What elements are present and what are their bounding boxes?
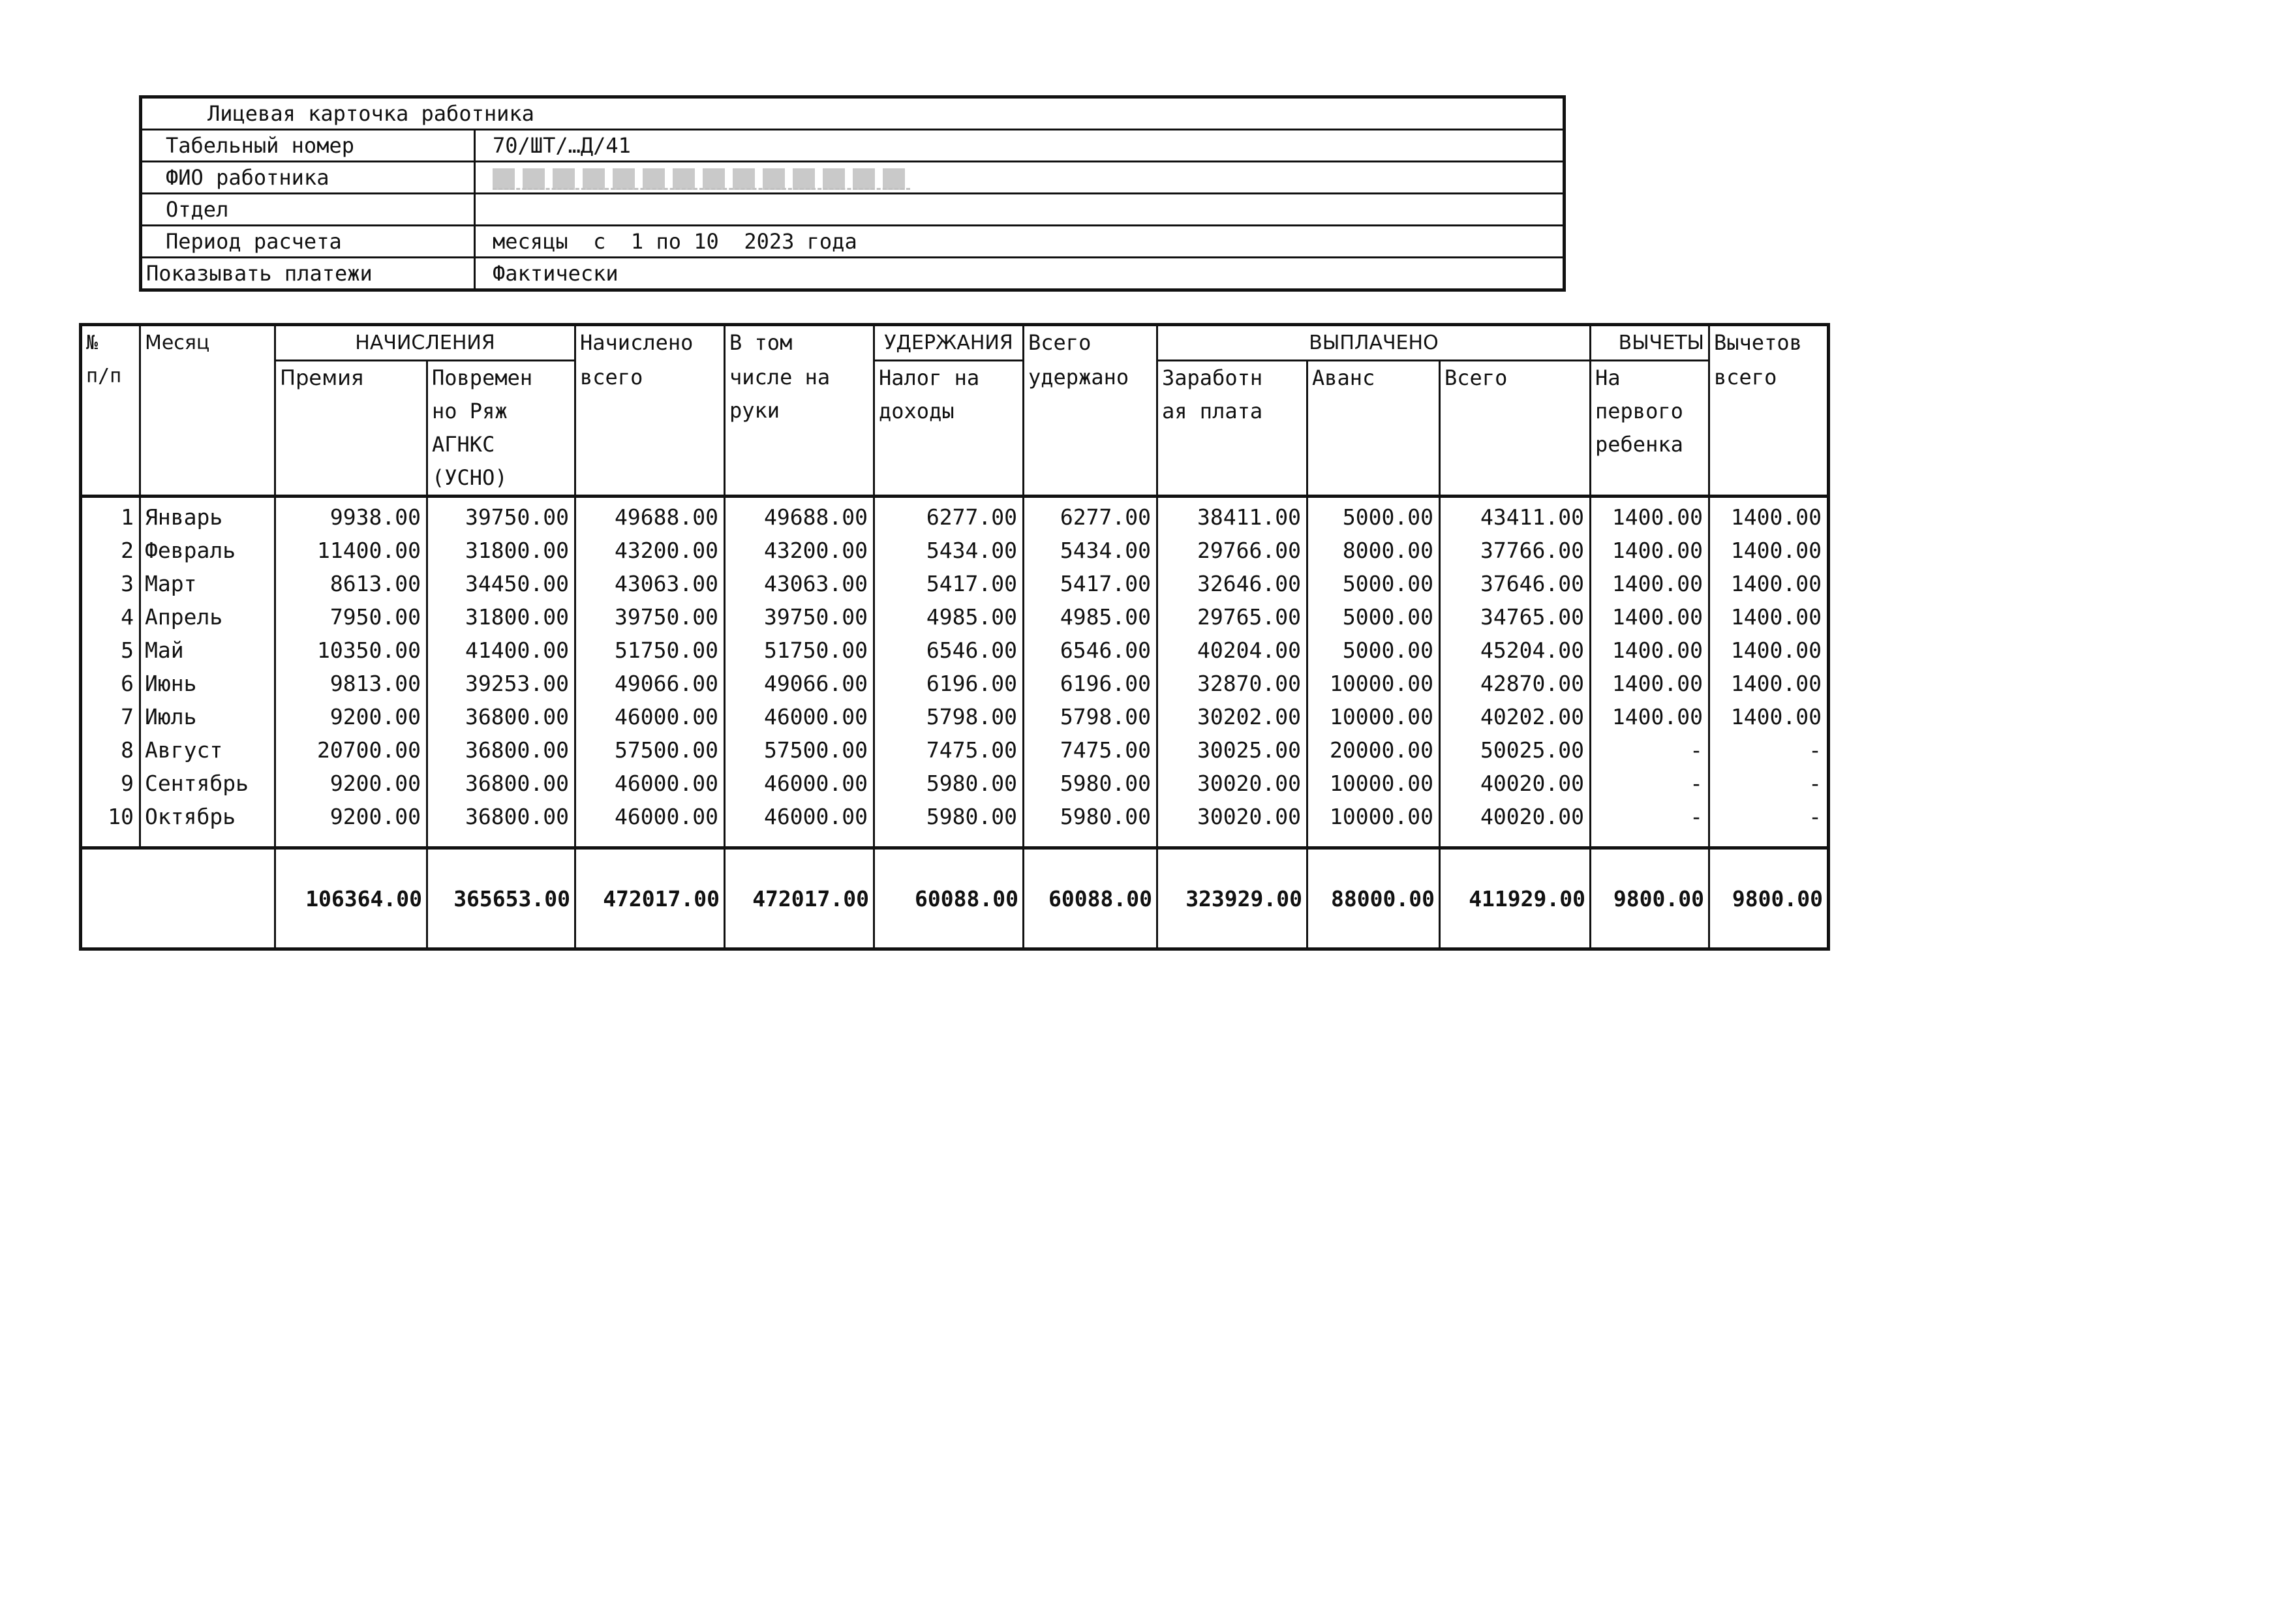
total-hourly: 365653.00	[427, 848, 575, 949]
row-bonus: 9200.00	[275, 700, 427, 733]
row-withheld: 4985.00	[1024, 600, 1157, 634]
header-in-hand: В том	[725, 325, 874, 361]
row-first-child: 1400.00	[1591, 634, 1709, 667]
total-first-child: 9800.00	[1591, 848, 1709, 949]
row-hourly: 36800.00	[427, 733, 575, 767]
table-row	[81, 497, 1829, 534]
total-salary: 323929.00	[1157, 848, 1307, 949]
row-accrued: 57500.00	[575, 733, 725, 767]
row-salary: 32646.00	[1157, 567, 1307, 600]
row-salary: 29765.00	[1157, 600, 1307, 634]
row-month: Январь	[140, 497, 275, 534]
card-label-personnel-number: Табельный номер	[141, 130, 475, 162]
row-advance: 8000.00	[1307, 534, 1440, 567]
row-first-child: 1400.00	[1591, 534, 1709, 567]
table-row	[81, 733, 1829, 767]
row-deductions-total: 1400.00	[1709, 667, 1829, 700]
row-first-child: -	[1591, 767, 1709, 800]
row-salary: 30025.00	[1157, 733, 1307, 767]
row-salary: 30020.00	[1157, 800, 1307, 848]
row-salary: 32870.00	[1157, 667, 1307, 700]
row-number: 3	[81, 567, 140, 600]
row-advance: 10000.00	[1307, 767, 1440, 800]
header-deductions-total: Вычетов	[1709, 325, 1829, 361]
row-accrued: 43063.00	[575, 567, 725, 600]
row-hourly: 39750.00	[427, 497, 575, 534]
total-deductions: 9800.00	[1709, 848, 1829, 949]
row-withheld: 5980.00	[1024, 800, 1157, 848]
header-paid: ВЫПЛАЧЕНО	[1157, 325, 1591, 361]
row-salary: 30020.00	[1157, 767, 1307, 800]
total-withheld: 60088.00	[1024, 848, 1157, 949]
card-label-period: Период расчета	[141, 226, 475, 258]
card-label-full-name: ФИО работника	[141, 162, 475, 194]
row-hourly: 34450.00	[427, 567, 575, 600]
table-row	[81, 667, 1829, 700]
redacted-name	[493, 168, 910, 190]
row-advance: 20000.00	[1307, 733, 1440, 767]
row-in-hand: 46000.00	[725, 800, 874, 848]
total-paid: 411929.00	[1440, 848, 1591, 949]
row-hourly: 36800.00	[427, 800, 575, 848]
card-value-period: месяцы с 1 по 10 2023 года	[475, 226, 1565, 258]
row-salary: 40204.00	[1157, 634, 1307, 667]
row-first-child: -	[1591, 733, 1709, 767]
row-bonus: 9938.00	[275, 497, 427, 534]
table-row	[81, 600, 1829, 634]
row-bonus: 20700.00	[275, 733, 427, 767]
row-tax: 6277.00	[874, 497, 1024, 534]
row-bonus: 10350.00	[275, 634, 427, 667]
table-row	[81, 700, 1829, 733]
row-advance: 5000.00	[1307, 634, 1440, 667]
row-paid: 40020.00	[1440, 767, 1591, 800]
header-bonus: Премия	[275, 361, 427, 497]
row-first-child: 1400.00	[1591, 600, 1709, 634]
row-advance: 5000.00	[1307, 600, 1440, 634]
card-value-department	[475, 194, 1565, 226]
card-label-department: Отдел	[141, 194, 475, 226]
row-in-hand: 43063.00	[725, 567, 874, 600]
row-hourly: 39253.00	[427, 667, 575, 700]
row-paid: 40202.00	[1440, 700, 1591, 733]
row-bonus: 9813.00	[275, 667, 427, 700]
header-paid-total: Всего	[1440, 361, 1591, 497]
totals-label-cell	[81, 848, 275, 949]
row-accrued: 46000.00	[575, 800, 725, 848]
row-number: 9	[81, 767, 140, 800]
row-hourly: 36800.00	[427, 700, 575, 733]
row-number: 1	[81, 497, 140, 534]
row-in-hand: 39750.00	[725, 600, 874, 634]
row-withheld: 5980.00	[1024, 767, 1157, 800]
payroll-table	[79, 323, 1830, 951]
row-month: Сентябрь	[140, 767, 275, 800]
row-in-hand: 46000.00	[725, 767, 874, 800]
row-month: Апрель	[140, 600, 275, 634]
card-value-personnel-number: 70/ШТ/…Д/41	[475, 130, 1565, 162]
row-accrued: 46000.00	[575, 700, 725, 733]
row-withheld: 7475.00	[1024, 733, 1157, 767]
row-accrued: 49688.00	[575, 497, 725, 534]
row-month: Март	[140, 567, 275, 600]
row-deductions-total: 1400.00	[1709, 700, 1829, 733]
row-deductions-total: 1400.00	[1709, 497, 1829, 534]
row-paid: 42870.00	[1440, 667, 1591, 700]
row-bonus: 8613.00	[275, 567, 427, 600]
header-salary: Заработн ая плата	[1157, 361, 1307, 497]
header-month: Месяц	[140, 325, 275, 497]
row-advance: 10000.00	[1307, 800, 1440, 848]
card-row	[141, 194, 1565, 226]
row-month: Май	[140, 634, 275, 667]
row-first-child: 1400.00	[1591, 567, 1709, 600]
row-withheld: 5798.00	[1024, 700, 1157, 733]
row-withheld: 6196.00	[1024, 667, 1157, 700]
total-in-hand: 472017.00	[725, 848, 874, 949]
card-label-show-payments: Показывать платежи	[141, 258, 475, 290]
row-accrued: 43200.00	[575, 534, 725, 567]
row-number: 4	[81, 600, 140, 634]
row-number: 5	[81, 634, 140, 667]
row-advance: 5000.00	[1307, 567, 1440, 600]
row-tax: 4985.00	[874, 600, 1024, 634]
row-deductions-total: -	[1709, 800, 1829, 848]
row-withheld: 5417.00	[1024, 567, 1157, 600]
row-month: Октябрь	[140, 800, 275, 848]
row-bonus: 7950.00	[275, 600, 427, 634]
row-number: 7	[81, 700, 140, 733]
header-in-hand-sub: числе на руки	[725, 361, 874, 497]
header-withheld-total: Всего	[1024, 325, 1157, 361]
row-bonus: 9200.00	[275, 800, 427, 848]
header-accrued-total-sub: всего	[575, 361, 725, 497]
row-tax: 6546.00	[874, 634, 1024, 667]
payroll-rows	[81, 497, 1829, 848]
row-accrued: 49066.00	[575, 667, 725, 700]
row-salary: 30202.00	[1157, 700, 1307, 733]
row-withheld: 6546.00	[1024, 634, 1157, 667]
card-title: Лицевая карточка работника	[141, 97, 1565, 130]
row-in-hand: 49066.00	[725, 667, 874, 700]
header-deductions-total-sub: всего	[1709, 361, 1829, 497]
row-paid: 50025.00	[1440, 733, 1591, 767]
table-row	[81, 800, 1829, 848]
row-month: Февраль	[140, 534, 275, 567]
row-accrued: 46000.00	[575, 767, 725, 800]
row-tax: 5417.00	[874, 567, 1024, 600]
row-first-child: 1400.00	[1591, 700, 1709, 733]
table-row	[81, 534, 1829, 567]
header-withholdings: УДЕРЖАНИЯ	[874, 325, 1024, 361]
row-in-hand: 51750.00	[725, 634, 874, 667]
total-bonus: 106364.00	[275, 848, 427, 949]
row-withheld: 5434.00	[1024, 534, 1157, 567]
total-accrued: 472017.00	[575, 848, 725, 949]
row-salary: 38411.00	[1157, 497, 1307, 534]
row-first-child: -	[1591, 800, 1709, 848]
row-hourly: 31800.00	[427, 534, 575, 567]
header-advance: Аванс	[1307, 361, 1440, 497]
row-withheld: 6277.00	[1024, 497, 1157, 534]
header-first-child: На первого ребенка	[1591, 361, 1709, 497]
table-row	[81, 767, 1829, 800]
row-number: 6	[81, 667, 140, 700]
table-row	[81, 634, 1829, 667]
row-paid: 37766.00	[1440, 534, 1591, 567]
header-accruals: НАЧИСЛЕНИЯ	[275, 325, 575, 361]
card-row	[141, 162, 1565, 194]
row-salary: 29766.00	[1157, 534, 1307, 567]
row-deductions-total: -	[1709, 733, 1829, 767]
card-value-full-name	[475, 162, 1565, 194]
row-tax: 5798.00	[874, 700, 1024, 733]
row-first-child: 1400.00	[1591, 667, 1709, 700]
card-row	[141, 226, 1565, 258]
row-advance: 10000.00	[1307, 667, 1440, 700]
row-first-child: 1400.00	[1591, 497, 1709, 534]
row-number: 10	[81, 800, 140, 848]
employee-card	[139, 95, 1566, 292]
row-tax: 7475.00	[874, 733, 1024, 767]
row-paid: 43411.00	[1440, 497, 1591, 534]
row-number: 2	[81, 534, 140, 567]
table-row	[81, 567, 1829, 600]
row-in-hand: 57500.00	[725, 733, 874, 767]
row-advance: 10000.00	[1307, 700, 1440, 733]
row-accrued: 39750.00	[575, 600, 725, 634]
row-in-hand: 49688.00	[725, 497, 874, 534]
row-hourly: 31800.00	[427, 600, 575, 634]
header-deductions: ВЫЧЕТЫ	[1591, 325, 1709, 361]
row-paid: 45204.00	[1440, 634, 1591, 667]
row-hourly: 36800.00	[427, 767, 575, 800]
row-tax: 5434.00	[874, 534, 1024, 567]
row-in-hand: 43200.00	[725, 534, 874, 567]
total-tax: 60088.00	[874, 848, 1024, 949]
row-advance: 5000.00	[1307, 497, 1440, 534]
row-deductions-total: 1400.00	[1709, 534, 1829, 567]
row-deductions-total: 1400.00	[1709, 634, 1829, 667]
row-tax: 5980.00	[874, 767, 1024, 800]
totals-row	[81, 848, 1829, 949]
card-value-show-payments: Фактически	[475, 258, 1565, 290]
row-tax: 5980.00	[874, 800, 1024, 848]
row-accrued: 51750.00	[575, 634, 725, 667]
row-paid: 34765.00	[1440, 600, 1591, 634]
header-income-tax: Налог на доходы	[874, 361, 1024, 497]
row-hourly: 41400.00	[427, 634, 575, 667]
row-paid: 37646.00	[1440, 567, 1591, 600]
row-deductions-total: 1400.00	[1709, 600, 1829, 634]
row-bonus: 11400.00	[275, 534, 427, 567]
header-withheld-total-sub: удержано	[1024, 361, 1157, 497]
row-in-hand: 46000.00	[725, 700, 874, 733]
total-advance: 88000.00	[1307, 848, 1440, 949]
header-hourly: Повремен но Ряж АГНКС (УСНО)	[427, 361, 575, 497]
row-month: Июнь	[140, 667, 275, 700]
row-deductions-total: -	[1709, 767, 1829, 800]
row-month: Август	[140, 733, 275, 767]
row-bonus: 9200.00	[275, 767, 427, 800]
row-tax: 6196.00	[874, 667, 1024, 700]
row-number: 8	[81, 733, 140, 767]
card-row	[141, 130, 1565, 162]
card-row	[141, 258, 1565, 290]
header-number: № п/п	[81, 325, 140, 497]
row-paid: 40020.00	[1440, 800, 1591, 848]
row-month: Июль	[140, 700, 275, 733]
row-deductions-total: 1400.00	[1709, 567, 1829, 600]
header-accrued-total: Начислено	[575, 325, 725, 361]
